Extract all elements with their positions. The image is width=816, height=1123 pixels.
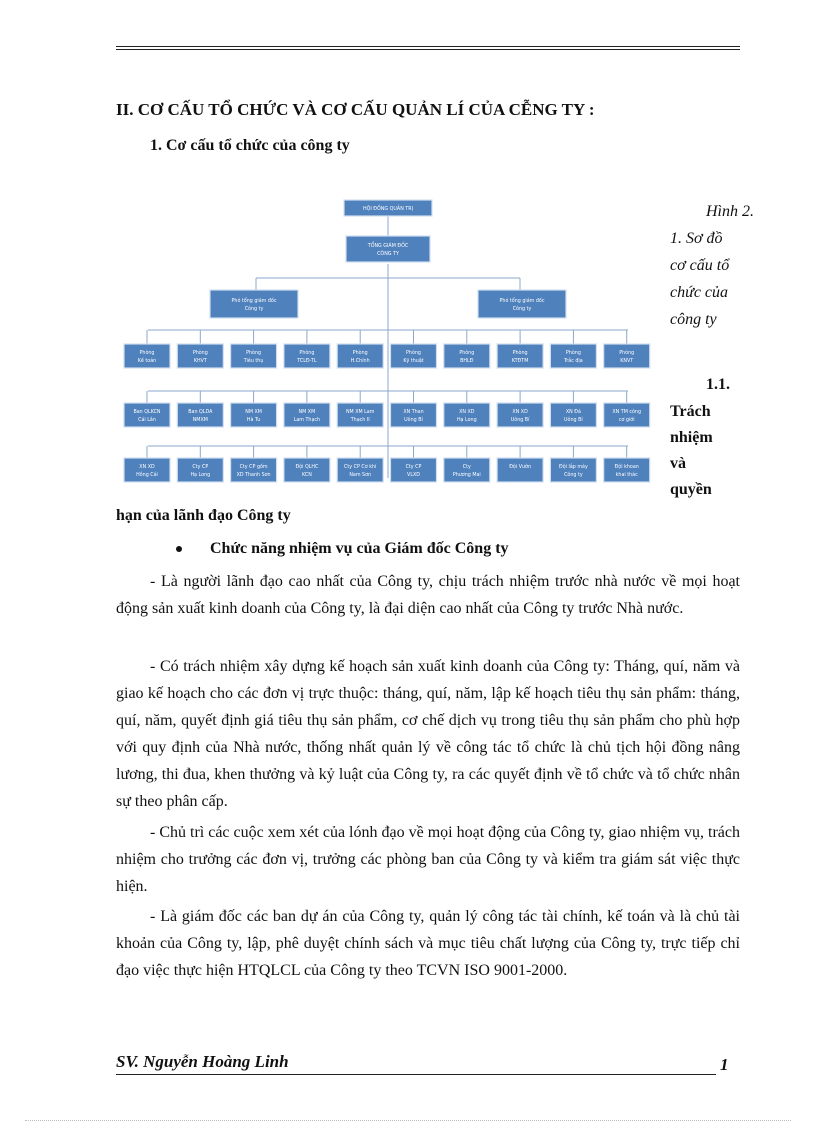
header-rule-top bbox=[116, 46, 740, 47]
org-chart bbox=[116, 192, 660, 499]
org-box-label: cơ giới bbox=[618, 418, 635, 423]
paragraph: - Là người lãnh đạo cao nhất của Công ty, chịu trách nhiệm trước nhà nước về mọi hoạt động sản xuất kinh doanh của Công ty, là đại diện cao nhất của Công ty trước Nhà nước. bbox=[116, 573, 740, 617]
org-box-deputy-2-line2: Công ty bbox=[512, 307, 532, 312]
org-box-label: Hồng Cái bbox=[136, 473, 158, 478]
org-box-row3-9 bbox=[550, 458, 596, 482]
org-box-ceo-line1: TỔNG GIÁM ĐỐC bbox=[367, 244, 409, 249]
org-box-label: VLXD bbox=[407, 473, 420, 478]
subheading: 1. Cơ cấu tổ chức của công ty bbox=[150, 137, 350, 154]
side-heading-line: Trách bbox=[670, 403, 711, 420]
org-box-label: Phòng bbox=[406, 351, 421, 356]
org-box-label: Uông Bí bbox=[564, 418, 583, 423]
org-box-label: Hà Tu bbox=[246, 418, 261, 423]
figure-caption-line: cơ cấu tổ bbox=[670, 257, 730, 274]
org-box-label: Phòng bbox=[459, 351, 475, 356]
org-box-label: Đội QLHC bbox=[295, 465, 319, 470]
org-box-label: Ban QLKCN bbox=[133, 410, 161, 415]
org-box-row1-9 bbox=[550, 344, 596, 368]
org-box-label: Cty CP gốm bbox=[239, 465, 268, 470]
org-box-row3-4 bbox=[284, 458, 330, 482]
org-box-ceo-line2: CÔNG TY bbox=[377, 252, 399, 257]
org-box-label: XN TM công bbox=[612, 410, 642, 415]
org-box-label: XN XD bbox=[459, 410, 475, 415]
org-box-label: Ban QLDA bbox=[188, 410, 213, 415]
org-box-label: Phương Mai bbox=[452, 473, 481, 478]
org-box-label: Tiêu thụ bbox=[243, 359, 264, 364]
page-edge-dots bbox=[25, 1120, 791, 1121]
org-box-row2-2 bbox=[177, 403, 223, 427]
org-box-label: Nam Sơn bbox=[349, 473, 372, 478]
org-box-label: Phòng bbox=[246, 351, 262, 356]
org-box-label: Phòng bbox=[192, 351, 208, 356]
org-box-row2-10 bbox=[604, 403, 650, 427]
side-heading-tail: hạn của lãnh đạo Công ty bbox=[116, 507, 291, 524]
org-box-label: XN Đá bbox=[565, 410, 581, 415]
side-heading-line: 1.1. bbox=[706, 376, 730, 393]
side-heading-line: nhiệm bbox=[670, 429, 713, 446]
org-box-label: XD Thanh Sơn bbox=[236, 473, 271, 478]
org-box-row1-5 bbox=[337, 344, 383, 368]
side-heading-line: và bbox=[670, 455, 686, 472]
org-box-label: Cty CP bbox=[405, 465, 422, 470]
org-box-label: Thạch II bbox=[350, 418, 370, 423]
org-box-label: Phòng bbox=[299, 351, 315, 356]
org-box-row3-3 bbox=[231, 458, 277, 482]
figure-caption-line: Hình 2. bbox=[706, 203, 754, 220]
org-box-row3-2 bbox=[177, 458, 223, 482]
org-box-label: Hạ Long bbox=[190, 473, 211, 478]
org-box-label: NM XM Lam bbox=[345, 410, 375, 415]
org-box-label: Cái Lân bbox=[138, 418, 156, 423]
org-box-deputy-1-line1: Phó tổng giám đốc bbox=[231, 299, 277, 304]
org-box-label: Uông Bí bbox=[510, 418, 530, 423]
bullet-icon bbox=[176, 546, 182, 552]
org-box-label: Cty CP bbox=[192, 465, 209, 470]
org-box-row3-10 bbox=[604, 458, 650, 482]
org-box-row3-7 bbox=[444, 458, 490, 482]
org-box-row3-1 bbox=[124, 458, 170, 482]
org-box-row2-8 bbox=[497, 403, 543, 427]
org-box-label: Phòng bbox=[512, 351, 528, 356]
org-box-row3-5 bbox=[337, 458, 383, 482]
footer-author: SV. Nguyễn Hoàng Linh bbox=[116, 1052, 289, 1071]
org-box-row1-8 bbox=[497, 344, 543, 368]
org-box-label: khai thác bbox=[615, 473, 638, 478]
org-box-label: NM XM bbox=[245, 410, 262, 415]
bullet-heading-row bbox=[176, 540, 509, 558]
org-box-label: KTĐTM bbox=[511, 359, 529, 364]
org-box-row3-8 bbox=[497, 458, 543, 482]
org-box-deputy-1-line2: Công ty bbox=[244, 307, 264, 312]
org-box-label: Phòng bbox=[139, 351, 155, 356]
figure-caption-line: công ty bbox=[670, 311, 717, 328]
paragraph: - Chủ trì các cuộc xem xét của lónh đạo về mọi hoạt động của Công ty, giao nhiệm vụ, trách nhiệm cho trưởng các đơn vị, trưởng các phòng ban của Công ty và kiểm tra giám sát việc thực hiện. bbox=[116, 824, 740, 895]
org-box-label: Cty CP Cơ khí bbox=[344, 465, 377, 470]
org-box-row1-1 bbox=[124, 344, 170, 368]
org-box-label: Đội lắp máy bbox=[558, 465, 588, 470]
org-box-row1-2 bbox=[177, 344, 223, 368]
org-box-row2-3 bbox=[231, 403, 277, 427]
org-box-label: Phòng bbox=[619, 351, 635, 356]
org-box-label: KNVT bbox=[620, 359, 634, 364]
bullet-heading: Chức năng nhiệm vụ của Giám đốc Công ty bbox=[210, 540, 509, 557]
figure-caption-line: 1. Sơ đồ bbox=[670, 230, 723, 247]
org-box-label: Cty bbox=[462, 465, 471, 470]
org-box-row2-4 bbox=[284, 403, 330, 427]
org-box-label: Kế toán bbox=[137, 359, 157, 364]
figure-caption-line: chức của bbox=[670, 284, 729, 301]
org-box-board-label: HỘI ĐỒNG QUẢN TRỊ bbox=[362, 207, 414, 212]
org-box-label: BHLĐ bbox=[460, 359, 474, 364]
org-box-label: Uông Bí bbox=[404, 418, 423, 423]
org-box-label: Lam Thạch bbox=[293, 418, 321, 423]
org-box-label: Đội khoan bbox=[614, 465, 639, 470]
org-box-row2-5 bbox=[337, 403, 383, 427]
org-chart-svg bbox=[116, 192, 660, 499]
org-box-row2-9 bbox=[550, 403, 596, 427]
footer-rule bbox=[116, 1074, 716, 1075]
paragraph: - Là giám đốc các ban dự án của Công ty, quản lý công tác tài chính, kế toán và là chủ tài khoản của Công ty, lập, phê duyệt chính sách và mục tiêu chất lượng của Công ty, trực tiếp chỉ đạo việc thực hiện HTQLCL của Công ty theo TCVN ISO 9001-2000. bbox=[116, 908, 740, 979]
org-box-label: KCN bbox=[301, 473, 312, 478]
org-box-row2-7 bbox=[444, 403, 490, 427]
org-box-label: XN XD bbox=[512, 410, 528, 415]
org-box-label: Hạ Long bbox=[456, 418, 477, 423]
org-box-label: TCLĐ-TL bbox=[297, 359, 317, 364]
org-box-label: Trắc địa bbox=[564, 359, 583, 364]
org-box-label: Phòng bbox=[565, 351, 581, 356]
org-box-row3-6 bbox=[391, 458, 437, 482]
section-heading: II. CƠ CẤU TỔ CHỨC VÀ CƠ CẤU QUẢN LÍ CỦA CỄNG TY : bbox=[116, 100, 595, 119]
org-box-label: H.Chính bbox=[350, 359, 370, 364]
paragraph: - Có trách nhiệm xây dựng kế hoạch sản xuất kinh doanh của Công ty: Tháng, quí, năm và giao kế hoạch cho các đơn vị trực thuộc: tháng, quí, năm, lập kế hoạch tiêu thụ sản phẩm: tháng, quí, năm, quyết định giá tiêu thụ sản phẩm, cơ chế dịch vụ trong tiêu thụ sản phẩm cho phù hợp với quy định của Nhà nước, thống nhất quản lý về công tác tổ chức là chủ tịch hội đồng nâng lương, thi đua, khen thưởng và kỷ luật của Công ty, ra các quyết định về tổ chức và tổ chức nhân sự theo phân cấp. bbox=[116, 658, 740, 810]
header-rule-bottom bbox=[116, 49, 740, 50]
org-box-label: KHVT bbox=[193, 359, 207, 364]
page-number: 1 bbox=[720, 1055, 729, 1074]
org-box-label: Đội Vườn bbox=[509, 465, 532, 470]
org-box-row1-7 bbox=[444, 344, 490, 368]
org-box-label: Kỹ thuật bbox=[403, 359, 424, 364]
org-box-ceo bbox=[346, 236, 430, 262]
org-box-deputy-2-line1: Phó tổng giám đốc bbox=[499, 299, 545, 304]
org-box-deputy-1 bbox=[210, 290, 298, 318]
org-box-row2-6 bbox=[391, 403, 437, 427]
org-box-row1-6 bbox=[391, 344, 437, 368]
org-box-label: NMXM bbox=[192, 418, 208, 423]
org-box-row1-4 bbox=[284, 344, 330, 368]
org-box-label: XN Than bbox=[403, 410, 424, 415]
org-box-label: NM XM bbox=[298, 410, 316, 415]
org-box-row2-1 bbox=[124, 403, 170, 427]
side-heading-line: quyền bbox=[670, 481, 712, 498]
org-box-row1-3 bbox=[231, 344, 277, 368]
org-box-label: Phòng bbox=[352, 351, 368, 356]
org-box-label: XN XD bbox=[139, 465, 155, 470]
org-box-deputy-2 bbox=[478, 290, 566, 318]
org-box-row1-10 bbox=[604, 344, 650, 368]
org-box-label: Công ty bbox=[564, 473, 583, 478]
